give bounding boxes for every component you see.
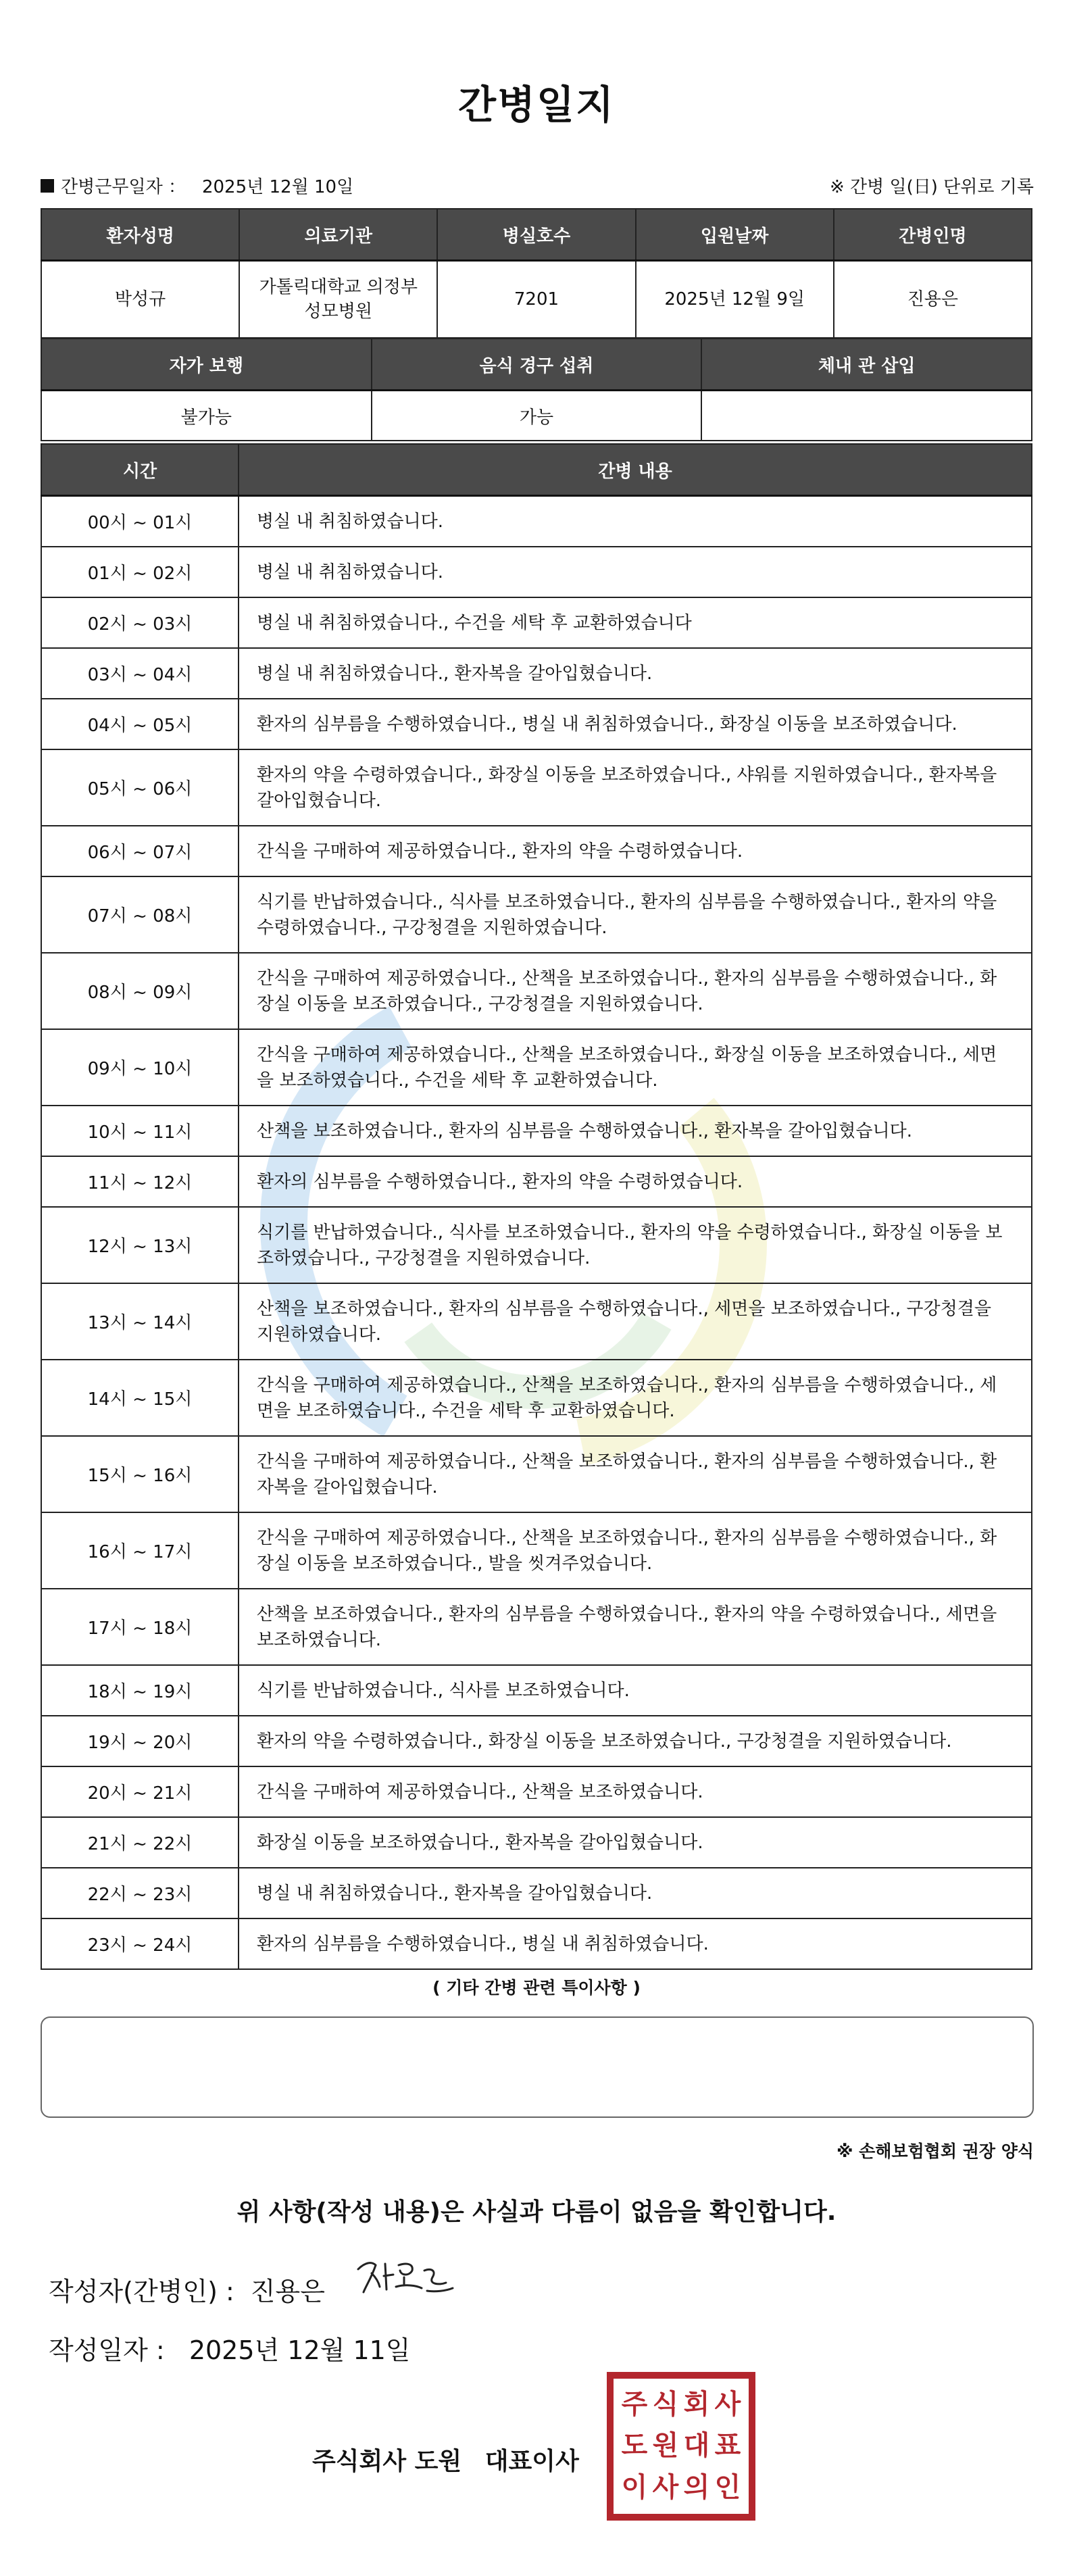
header-room: 병실호수	[437, 209, 635, 261]
row-time: 02시 ~ 03시	[41, 597, 239, 648]
oral-intake-value: 가능	[372, 391, 702, 441]
row-time: 18시 ~ 19시	[41, 1665, 239, 1716]
row-content: 환자의 심부름을 수행하였습니다., 환자의 약을 수령하였습니다.	[239, 1156, 1032, 1207]
row-time: 16시 ~ 17시	[41, 1512, 239, 1589]
table-row	[41, 1207, 1032, 1283]
written-date-value: 2025년 12월 11일	[189, 2335, 411, 2365]
patient-status-table	[41, 338, 1032, 441]
row-time: 13시 ~ 14시	[41, 1283, 239, 1360]
header-content: 간병 내용	[239, 444, 1032, 496]
header-oral-intake: 음식 경구 섭취	[372, 339, 702, 391]
table-row	[41, 1665, 1032, 1716]
company-line	[312, 2442, 579, 2477]
row-time: 15시 ~ 16시	[41, 1436, 239, 1512]
notes-title: ( 기타 간병 관련 특이사항 )	[432, 1978, 641, 1998]
hospital-name: 가톨릭대학교 의정부 성모병원	[239, 261, 437, 339]
seal-characters	[619, 2384, 743, 2508]
table-row	[41, 1868, 1032, 1918]
row-content: 병실 내 취침하였습니다.	[239, 496, 1032, 547]
header-walking: 자가 보행	[41, 339, 372, 391]
row-content: 간식을 구매하여 제공하였습니다., 산책을 보조하였습니다.	[239, 1766, 1032, 1817]
row-time: 09시 ~ 10시	[41, 1029, 239, 1106]
care-log-table	[41, 443, 1032, 1970]
row-time: 23시 ~ 24시	[41, 1918, 239, 1969]
written-date-label: 작성일자 :	[49, 2335, 165, 2365]
recommend-note: ※ 손해보험협회 권장 양식	[837, 2141, 1034, 2161]
table-row	[41, 1817, 1032, 1868]
admit-date: 2025년 12월 9일	[636, 261, 834, 339]
row-time: 22시 ~ 23시	[41, 1868, 239, 1918]
confirmation-statement: 위 사항(작성 내용)은 사실과 다름이 없음을 확인합니다.	[236, 2198, 837, 2226]
written-date-row	[49, 2329, 411, 2367]
table-row	[41, 1512, 1032, 1589]
row-content: 간식을 구매하여 제공하였습니다., 산책을 보조하였습니다., 화장실 이동을 보조하였습니다., 세면을 보조하였습니다., 수건을 세탁 후 교환하였습니다.	[239, 1029, 1032, 1106]
table-row	[41, 648, 1032, 699]
row-time: 11시 ~ 12시	[41, 1156, 239, 1207]
writer-name: 진용은	[250, 2277, 325, 2306]
row-time: 06시 ~ 07시	[41, 826, 239, 876]
table-row	[41, 1360, 1032, 1436]
seal-char: 원	[652, 2430, 679, 2462]
seal-char: 도	[621, 2430, 648, 2462]
notes-box	[41, 2016, 1034, 2118]
table-row	[41, 597, 1032, 648]
row-content: 식기를 반납하였습니다., 식사를 보조하였습니다.	[239, 1665, 1032, 1716]
row-time: 03시 ~ 04시	[41, 648, 239, 699]
table-row	[41, 1436, 1032, 1512]
table-row	[41, 547, 1032, 597]
header-caregiver: 간병인명	[834, 209, 1032, 261]
writer-label: 작성자(간병인) :	[49, 2277, 234, 2306]
work-date-value: 2025년 12월 10일	[201, 177, 354, 197]
handwritten-signature	[351, 2250, 459, 2304]
row-content: 환자의 심부름을 수행하였습니다., 병실 내 취침하였습니다.	[239, 1918, 1032, 1969]
page-title: 간병일지	[457, 82, 616, 128]
seal-char: 대	[683, 2430, 710, 2462]
header-tube: 체내 관 삽입	[701, 339, 1032, 391]
company-seal-stamp	[607, 2372, 755, 2521]
walking-value: 불가능	[41, 391, 372, 441]
room-number: 7201	[437, 261, 635, 339]
row-content: 산책을 보조하였습니다., 환자의 심부름을 수행하였습니다., 세면을 보조하였습니다., 구강청결을 지원하였습니다.	[239, 1283, 1032, 1360]
row-content: 화장실 이동을 보조하였습니다., 환자복을 갈아입혔습니다.	[239, 1817, 1032, 1868]
seal-char: 회	[683, 2389, 710, 2420]
work-date-row	[41, 173, 353, 198]
row-content: 환자의 약을 수령하였습니다., 화장실 이동을 보조하였습니다., 구강청결을 지원하였습니다.	[239, 1716, 1032, 1766]
seal-char: 이	[621, 2471, 648, 2503]
row-content: 병실 내 취침하였습니다., 수건을 세탁 후 교환하였습니다	[239, 597, 1032, 648]
table-row	[41, 749, 1032, 826]
writer-row	[49, 2271, 325, 2308]
table-row	[41, 1716, 1032, 1766]
ceo-title: 대표이사	[484, 2448, 579, 2475]
row-time: 10시 ~ 11시	[41, 1106, 239, 1156]
row-time: 19시 ~ 20시	[41, 1716, 239, 1766]
row-content: 간식을 구매하여 제공하였습니다., 산책을 보조하였습니다., 환자의 심부름을 수행하였습니다., 화장실 이동을 보조하였습니다., 구강청결을 지원하였습니다.	[239, 953, 1032, 1029]
caregiver-name: 진용은	[834, 261, 1032, 339]
row-content: 병실 내 취침하였습니다.	[239, 547, 1032, 597]
table-row	[41, 876, 1032, 953]
row-content: 산책을 보조하였습니다., 환자의 심부름을 수행하였습니다., 환자복을 갈아입혔습니다.	[239, 1106, 1032, 1156]
table-row	[41, 953, 1032, 1029]
row-content: 병실 내 취침하였습니다., 환자복을 갈아입혔습니다.	[239, 648, 1032, 699]
seal-char: 사	[652, 2471, 679, 2503]
table-row	[41, 1106, 1032, 1156]
row-content: 환자의 약을 수령하였습니다., 화장실 이동을 보조하였습니다., 샤워를 지원하였습니다., 환자복을 갈아입혔습니다.	[239, 749, 1032, 826]
row-time: 01시 ~ 02시	[41, 547, 239, 597]
patient-info-table	[41, 208, 1032, 339]
table-row	[41, 1589, 1032, 1665]
seal-char: 사	[714, 2389, 741, 2420]
table-row	[41, 496, 1032, 547]
row-time: 08시 ~ 09시	[41, 953, 239, 1029]
row-time: 00시 ~ 01시	[41, 496, 239, 547]
row-content: 병실 내 취침하였습니다., 환자복을 갈아입혔습니다.	[239, 1868, 1032, 1918]
row-time: 12시 ~ 13시	[41, 1207, 239, 1283]
seal-char: 의	[683, 2471, 710, 2503]
row-content: 식기를 반납하였습니다., 식사를 보조하였습니다., 환자의 심부름을 수행하였습니다., 환자의 약을 수령하였습니다., 구강청결을 지원하였습니다.	[239, 876, 1032, 953]
table-row	[41, 1283, 1032, 1360]
patient-name: 박성규	[41, 261, 239, 339]
table-row	[41, 1156, 1032, 1207]
row-content: 간식을 구매하여 제공하였습니다., 산책을 보조하였습니다., 환자의 심부름을 수행하였습니다., 세면을 보조하였습니다., 수건을 세탁 후 교환하였습니다.	[239, 1360, 1032, 1436]
table-row	[41, 1766, 1032, 1817]
work-date-label: 간병근무일자 ：	[61, 177, 186, 197]
seal-char: 인	[714, 2471, 741, 2503]
row-time: 20시 ~ 21시	[41, 1766, 239, 1817]
row-time: 14시 ~ 15시	[41, 1360, 239, 1436]
header-time: 시간	[41, 444, 239, 496]
header-patient-name: 환자성명	[41, 209, 239, 261]
row-time: 17시 ~ 18시	[41, 1589, 239, 1665]
row-time: 05시 ~ 06시	[41, 749, 239, 826]
table-row	[41, 1029, 1032, 1106]
unit-note: ※ 간병 일(日) 단위로 기록	[829, 177, 1034, 197]
seal-char: 표	[714, 2430, 741, 2462]
row-content: 산책을 보조하였습니다., 환자의 심부름을 수행하였습니다., 환자의 약을 수령하였습니다., 세면을 보조하였습니다.	[239, 1589, 1032, 1665]
tube-value	[701, 391, 1032, 441]
row-content: 간식을 구매하여 제공하였습니다., 환자의 약을 수령하였습니다.	[239, 826, 1032, 876]
row-content: 환자의 심부름을 수행하였습니다., 병실 내 취침하였습니다., 화장실 이동을 보조하였습니다.	[239, 699, 1032, 749]
square-bullet-icon	[41, 179, 54, 193]
row-time: 21시 ~ 22시	[41, 1817, 239, 1868]
table-row	[41, 1918, 1032, 1969]
table-row	[41, 699, 1032, 749]
seal-char: 식	[652, 2389, 679, 2420]
row-content: 간식을 구매하여 제공하였습니다., 산책을 보조하였습니다., 환자의 심부름을 수행하였습니다., 화장실 이동을 보조하였습니다., 발을 씻겨주었습니다.	[239, 1512, 1032, 1589]
row-time: 04시 ~ 05시	[41, 699, 239, 749]
row-time: 07시 ~ 08시	[41, 876, 239, 953]
header-admit-date: 입원날짜	[636, 209, 834, 261]
header-hospital: 의료기관	[239, 209, 437, 261]
seal-char: 주	[621, 2389, 648, 2420]
row-content: 간식을 구매하여 제공하였습니다., 산책을 보조하였습니다., 환자의 심부름을 수행하였습니다., 환자복을 갈아입혔습니다.	[239, 1436, 1032, 1512]
table-row	[41, 826, 1032, 876]
row-content: 식기를 반납하였습니다., 식사를 보조하였습니다., 환자의 약을 수령하였습니다., 화장실 이동을 보조하였습니다., 구강청결을 지원하였습니다.	[239, 1207, 1032, 1283]
company-name: 주식회사 도원	[312, 2448, 462, 2475]
